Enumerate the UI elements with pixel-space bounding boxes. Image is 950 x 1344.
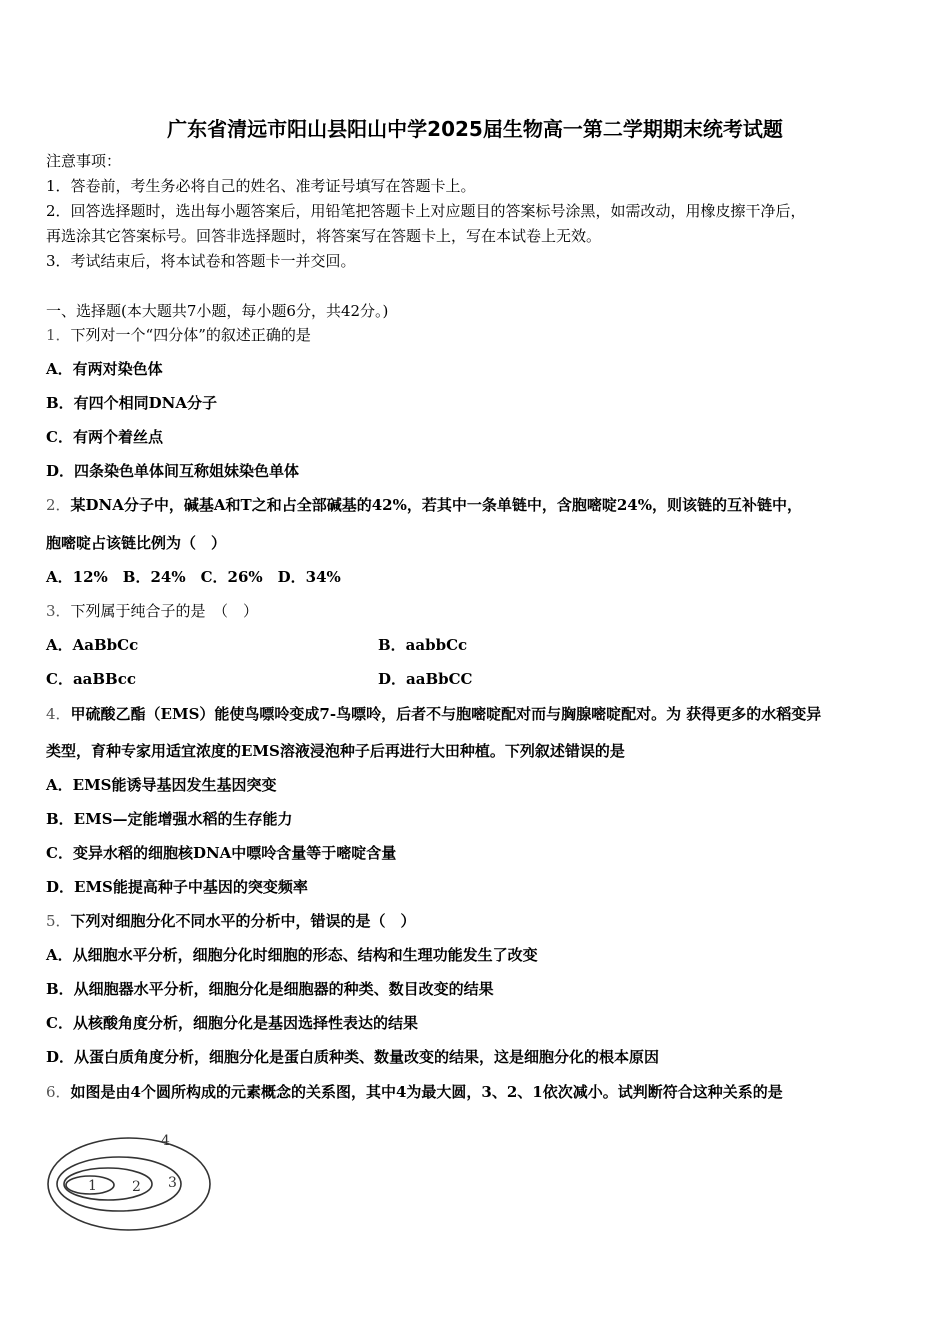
option-d: D．四条染色单体间互称姐妹染色单体 xyxy=(46,462,300,480)
question-stem-continued: 胞嘧啶占该链比例为（ ） xyxy=(46,534,227,552)
circle-label-1: 1 xyxy=(88,1178,97,1194)
circle-label-3: 3 xyxy=(168,1175,177,1191)
notice-item: 再选涂其它答案标号。回答非选择题时，将答案写在答题卡上，写在本试卷上无效。 xyxy=(46,227,602,245)
option-a: A．从细胞水平分析，细胞分化时细胞的形态、结构和生理功能发生了改变 xyxy=(46,946,538,964)
question-stem: 下列属于纯合子的是 （ ） xyxy=(70,602,259,620)
question-stem: 如图是由4个圆所构成的元素概念的关系图，其中4为最大圆，3、2、1依次减小。试判断符合这种关系的是 xyxy=(70,1083,783,1101)
question-2 xyxy=(46,495,802,515)
circle-label-4: 4 xyxy=(161,1133,170,1149)
section-heading: 一、选择题(本大题共7小题，每小题6分，共42分。) xyxy=(46,302,389,320)
notice-item: 2．回答选择题时，选出每小题答案后，用铅笔把答题卡上对应题目的答案标号涂黑，如需改动，用橡皮擦干净后， xyxy=(46,202,806,220)
option-a: A．EMS能诱导基因发生基因突变 xyxy=(46,776,277,794)
option-d: D．EMS能提高种子中基因的突变频率 xyxy=(46,878,308,896)
circle-label-2: 2 xyxy=(132,1179,141,1195)
option-b: B．EMS—定能增强水稻的生存能力 xyxy=(46,810,293,828)
circle-3 xyxy=(57,1157,181,1211)
option-d: D．从蛋白质角度分析，细胞分化是蛋白质种类、数量改变的结果，这是细胞分化的根本原因 xyxy=(46,1048,660,1066)
options-line: A．12% B．24% C．26% D．34% xyxy=(46,568,341,586)
question-stem: 某DNA分子中，碱基A和T之和占全部碱基的42%，若其中一条单链中，含胞嘧啶24%，则该链的互补链中， xyxy=(70,496,802,514)
question-number: 4． xyxy=(46,705,71,723)
option-a: A．有两对染色体 xyxy=(46,360,163,378)
question-3 xyxy=(46,601,258,621)
page-title: 广东省清远市阳山县阳山中学2025届生物高一第二学期期末统考试题 xyxy=(167,117,783,141)
notice-heading: 注意事项： xyxy=(46,152,122,170)
option-b: B．从细胞器水平分析，细胞分化是细胞器的种类、数目改变的结果 xyxy=(46,980,494,998)
nested-circles-figure xyxy=(44,1124,214,1234)
question-stem: 甲硫酸乙酯（EMS）能使鸟嘌呤变成7-鸟嘌呤，后者不与胞嘧啶配对而与胸腺嘧啶配对。为 获得更多的水稻变异 xyxy=(70,705,822,723)
option-a: A．AaBbCc xyxy=(46,636,139,654)
question-number: 6． xyxy=(46,1083,71,1101)
option-c: C．aaBBcc xyxy=(46,670,137,688)
option-b: B．aabbCc xyxy=(378,636,468,654)
option-c: C．从核酸角度分析，细胞分化是基因选择性表达的结果 xyxy=(46,1014,418,1032)
option-c: C．变异水稻的细胞核DNA中嘌呤含量等于嘧啶含量 xyxy=(46,844,397,862)
question-5 xyxy=(46,911,416,931)
question-number: 3． xyxy=(46,602,71,620)
notice-item: 1．答卷前，考生务必将自己的姓名、准考证号填写在答题卡上。 xyxy=(46,177,476,195)
circle-4 xyxy=(48,1138,210,1230)
option-b: B．有四个相同DNA分子 xyxy=(46,394,218,412)
question-stem: 下列对一个“四分体”的叙述正确的是 xyxy=(70,326,311,344)
question-number: 1． xyxy=(46,326,71,344)
question-number: 2． xyxy=(46,496,71,514)
question-6 xyxy=(46,1082,783,1102)
question-stem-continued: 类型，育种专家用适宜浓度的EMS溶液浸泡种子后再进行大田种植。下列叙述错误的是 xyxy=(46,742,625,760)
question-stem: 下列对细胞分化不同水平的分析中，错误的是（ ） xyxy=(70,912,416,930)
question-1 xyxy=(46,325,311,345)
question-4 xyxy=(46,704,821,724)
option-c: C．有两个着丝点 xyxy=(46,428,163,446)
option-d: D．aaBbCC xyxy=(378,670,473,688)
question-number: 5． xyxy=(46,912,71,930)
notice-item: 3．考试结束后，将本试卷和答题卡一并交回。 xyxy=(46,252,356,270)
